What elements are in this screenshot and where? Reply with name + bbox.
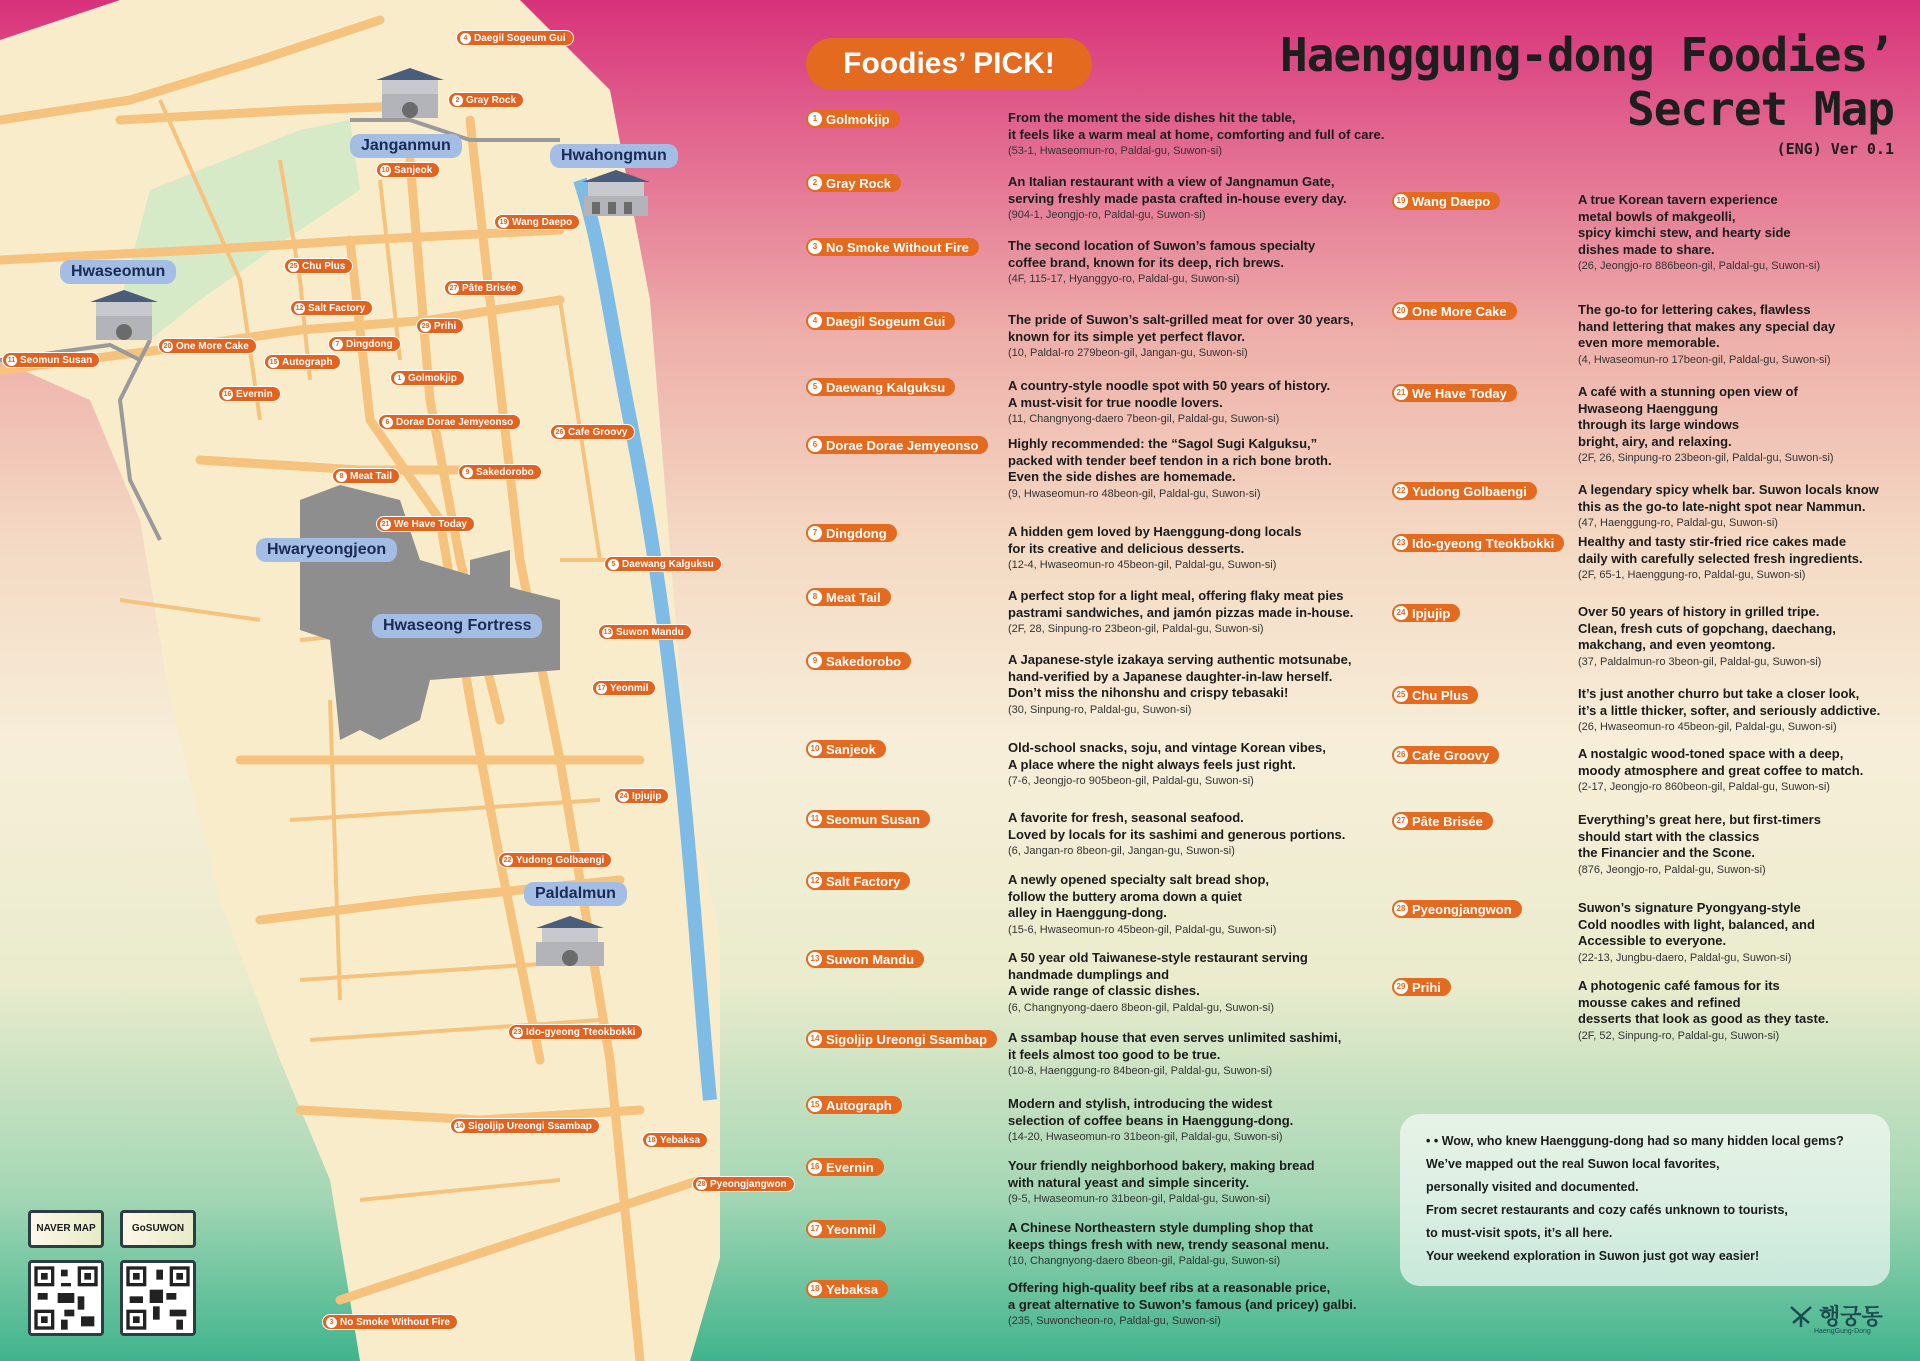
restaurant-name-pill[interactable]: [1392, 192, 1500, 210]
restaurant-address: (11, Changnyong-daero 7beon-gil, Paldal-gu, Suwon-si): [1008, 413, 1280, 425]
restaurant-desc-text: A favorite for fresh, seasonal seafood. Loved by locals for its sashimi and generous portions.: [1008, 810, 1346, 842]
map-pin[interactable]: [416, 318, 464, 334]
restaurant-name-pill[interactable]: [806, 950, 924, 968]
pin-number: 13: [603, 628, 612, 636]
pin-label: Sakedorobo: [476, 466, 534, 478]
restaurant-name-pill[interactable]: [806, 174, 901, 192]
restaurant-desc-text: Highly recommended: the “Sagol Sugi Kalguksu,” packed with tender beef tendon in a rich bone broth. Even the side dishes are homemade.: [1008, 436, 1332, 484]
restaurant-name-pill[interactable]: [806, 110, 900, 128]
restaurant-desc-text: A hidden gem loved by Haenggung-dong locals for its creative and delicious desserts.: [1008, 524, 1302, 556]
gosuwon-qr-code[interactable]: [120, 1260, 196, 1336]
version-label: (ENG) Ver 0.1: [1776, 140, 1894, 158]
map-pin[interactable]: [376, 162, 440, 178]
restaurant-address: (4F, 115-17, Hyanggyo-ro, Paldal-gu, Suwon-si): [1008, 273, 1240, 285]
hwahongmun-gate-icon: [578, 168, 654, 222]
pin-label: Seomun Susan: [20, 354, 93, 366]
restaurant-desc-text: A ssambap house that even serves unlimited sashimi, it feels almost too good to be true.: [1008, 1030, 1342, 1062]
restaurant-name: Yebaksa: [826, 1281, 879, 1297]
restaurant-address: (2F, 65-1, Haenggung-ro, Paldal-gu, Suwon-si): [1578, 569, 1806, 581]
restaurant-desc-text: An Italian restaurant with a view of Jangnamun Gate, serving freshly made pasta crafted in-house every day.: [1008, 174, 1347, 206]
pin-number: 9: [462, 467, 473, 478]
restaurant-address: (26, Jeongjo-ro 886beon-gil, Paldal-gu, Suwon-si): [1578, 260, 1821, 272]
pin-label: Yebaksa: [660, 1134, 701, 1146]
hwaseong-fortress-label: Hwaseong Fortress: [372, 614, 542, 638]
restaurant-number: 2: [808, 176, 822, 190]
restaurant-desc-text: The second location of Suwon’s famous specialty coffee brand, known for its deep, rich brews.: [1008, 238, 1316, 270]
restaurant-desc-text: Offering high-quality beef ribs at a reasonable price, a great alternative to Suwon’s famous (and pricey) galbi.: [1008, 1280, 1357, 1312]
restaurant-number: 29: [1394, 980, 1408, 994]
restaurant-description: [1008, 524, 1428, 574]
pin-number: 4: [460, 33, 471, 44]
restaurant-description: [1578, 812, 1908, 878]
restaurant-name-pill[interactable]: [1392, 482, 1537, 500]
restaurant-name-pill[interactable]: [806, 1220, 886, 1238]
restaurant-desc-text: A true Korean tavern experience metal bowls of makgeolli, spicy kimchi stew, and hearty side dishes made to share.: [1578, 192, 1791, 257]
pin-number: 20: [163, 342, 172, 350]
restaurant-name-pill[interactable]: [806, 588, 891, 606]
hwaryeongjeon-label: Hwaryeongjeon: [256, 538, 397, 562]
pin-label: Sanjeok: [394, 164, 433, 176]
logo-mark-icon: [1788, 1303, 1814, 1329]
restaurant-name: Suwon Mandu: [826, 951, 915, 967]
restaurant-address: (12-4, Hwaseomun-ro 45beon-gil, Paldal-gu, Suwon-si): [1008, 559, 1277, 571]
restaurant-number: 20: [1394, 304, 1408, 318]
restaurant-name: Meat Tail: [826, 589, 881, 605]
pin-label: No Smoke Without Fire: [340, 1316, 450, 1328]
map-pin[interactable]: [614, 788, 669, 804]
restaurant-description: [1578, 746, 1908, 796]
restaurant-description: [1008, 1096, 1428, 1146]
pin-label: Pyeongjangwon: [710, 1178, 787, 1190]
restaurant-address: (9-5, Hwaseomun-ro 31beon-gil, Paldal-gu, Suwon-si): [1008, 1193, 1271, 1205]
note-line: personally visited and documented.: [1426, 1180, 1639, 1194]
map-pin[interactable]: [498, 852, 612, 868]
restaurant-desc-text: A photogenic café famous for its mousse cakes and refined desserts that look as good as they taste.: [1578, 978, 1829, 1026]
restaurant-desc-text: From the moment the side dishes hit the table, it feels like a warm meal at home, comforting and full of care.: [1008, 110, 1385, 142]
restaurant-name: Cafe Groovy: [1412, 747, 1490, 763]
pin-label: One More Cake: [176, 340, 249, 352]
restaurant-address: (9, Hwaseomun-ro 48beon-gil, Paldal-gu, Suwon-si): [1008, 487, 1261, 500]
restaurant-description: [1578, 978, 1908, 1044]
restaurant-number: 23: [1394, 536, 1408, 550]
restaurant-name-pill[interactable]: [1392, 978, 1451, 996]
restaurant-name-pill[interactable]: [1392, 746, 1499, 764]
restaurant-desc-text: A Chinese Northeastern style dumpling shop that keeps things fresh with new, trendy seasonal menu.: [1008, 1220, 1329, 1252]
pin-number: 2: [452, 95, 463, 106]
restaurant-name-pill[interactable]: [806, 378, 955, 396]
restaurant-number: 12: [808, 874, 822, 888]
restaurant-description: [1008, 378, 1428, 428]
pin-number: 15: [269, 358, 278, 366]
pin-number: 16: [223, 390, 232, 398]
pin-number: 11: [7, 356, 16, 364]
janganmun-gate-icon: [372, 66, 448, 120]
restaurant-desc-text: Modern and stylish, introducing the widest selection of coffee beans in Haenggung-dong.: [1008, 1096, 1294, 1128]
restaurant-name-pill[interactable]: [1392, 812, 1493, 830]
map-pin[interactable]: [604, 556, 722, 572]
restaurant-description: [1008, 872, 1428, 938]
map-pin[interactable]: [450, 1118, 600, 1134]
pin-label: Dorae Dorae Jemyeonso: [396, 416, 514, 428]
restaurant-desc-text: Your friendly neighborhood bakery, making bread with natural yeast and simple sincerity.: [1008, 1158, 1315, 1190]
map-pin[interactable]: [458, 464, 542, 480]
restaurant-description: [1578, 900, 1908, 966]
restaurant-name-pill[interactable]: [806, 1158, 884, 1176]
note-line: • • Wow, who knew Haenggung-dong had so many hidden local gems?: [1426, 1134, 1844, 1148]
restaurant-number: 7: [808, 526, 822, 540]
logo-korean-text: 행궁동: [1819, 1304, 1883, 1329]
pin-number: 12: [295, 304, 304, 312]
restaurant-name: Evernin: [826, 1159, 874, 1175]
pin-label: Golmokjip: [408, 372, 457, 384]
restaurant-name: No Smoke Without Fire: [826, 239, 969, 255]
restaurant-desc-text: Suwon’s signature Pyongyang-style Cold noodles with light, balanced, and Accessible to everyone.: [1578, 900, 1815, 948]
restaurant-number: 17: [808, 1222, 822, 1236]
pin-label: Autograph: [282, 356, 333, 368]
restaurant-number: 1: [808, 112, 822, 126]
restaurant-description: [1578, 686, 1908, 736]
restaurant-name-pill[interactable]: [806, 1096, 902, 1114]
restaurant-name-pill[interactable]: [1392, 900, 1522, 918]
pin-number: 27: [449, 284, 458, 292]
restaurant-name-pill[interactable]: [806, 238, 979, 256]
restaurant-name-pill[interactable]: [1392, 384, 1517, 402]
pin-number: 5: [608, 559, 619, 570]
restaurant-number: 22: [1394, 484, 1408, 498]
restaurant-name-pill[interactable]: [806, 524, 897, 542]
restaurant-name-pill[interactable]: [1392, 686, 1478, 704]
paldalmun-label: Paldalmun: [524, 882, 627, 906]
restaurant-name: Autograph: [826, 1097, 892, 1113]
map-pin[interactable]: [328, 336, 401, 352]
restaurant-desc-text: A country-style noodle spot with 50 years of history. A must-visit for true noodle lovers.: [1008, 378, 1331, 410]
restaurant-description: [1008, 1280, 1428, 1330]
map-pin[interactable]: [444, 280, 524, 296]
restaurant-description: [1008, 238, 1428, 288]
restaurant-name: Golmokjip: [826, 111, 890, 127]
pin-label: Ido-gyeong Tteokbokki: [526, 1026, 636, 1038]
pin-label: Dingdong: [346, 338, 393, 350]
restaurant-name: Prihi: [1412, 979, 1441, 995]
gosuwon-link[interactable]: GoSUWON: [120, 1210, 196, 1248]
title-line1: Haenggung-dong Foodies’: [1280, 28, 1894, 82]
restaurant-number: 14: [808, 1032, 822, 1046]
restaurant-name-pill[interactable]: [806, 1280, 888, 1298]
restaurant-desc-text: Over 50 years of history in grilled tripe. Clean, fresh cuts of gopchang, daechang, makchang, and even yeomtong.: [1578, 604, 1836, 652]
map-pin[interactable]: [218, 386, 281, 402]
pin-number: 22: [503, 856, 512, 864]
restaurant-address: (2-17, Jeongjo-ro 860beon-gil, Paldal-gu, Suwon-si): [1578, 781, 1830, 793]
map-pin[interactable]: [390, 370, 465, 386]
map-pin[interactable]: [598, 624, 692, 640]
restaurant-number: 9: [808, 654, 822, 668]
restaurant-name-pill[interactable]: [806, 740, 886, 758]
pin-label: Yeonmil: [610, 682, 649, 694]
pin-number: 10: [381, 166, 390, 174]
restaurant-address: (10, Paldal-ro 279beon-gil, Jangan-gu, Suwon-si): [1008, 347, 1248, 359]
restaurant-address: (14-20, Hwaseomun-ro 31beon-gil, Paldal-gu, Suwon-si): [1008, 1131, 1283, 1143]
pin-number: 8: [336, 471, 347, 482]
pin-label: Ipjujip: [632, 790, 662, 802]
haenggung-dong-logo: [1788, 1300, 1883, 1335]
restaurant-description: [1578, 604, 1908, 670]
pin-label: Yudong Golbaengi: [516, 854, 605, 866]
restaurant-description: [1008, 174, 1428, 224]
restaurant-description: [1008, 1158, 1428, 1208]
restaurant-description: [1008, 652, 1428, 718]
pin-label: Chu Plus: [302, 260, 346, 272]
pin-label: Daegil Sogeum Gui: [474, 32, 566, 44]
restaurant-address: (235, Suwoncheon-ro, Paldal-gu, Suwon-si): [1008, 1315, 1221, 1327]
restaurant-address: (2F, 52, Sinpung-ro, Paldal-gu, Suwon-si): [1578, 1029, 1780, 1042]
pin-number: 19: [499, 218, 508, 226]
restaurant-name: Sanjeok: [826, 741, 876, 757]
restaurant-description: [1578, 482, 1908, 532]
restaurant-name: Sigoljip Ureongi Ssambap: [826, 1031, 988, 1047]
restaurant-number: 25: [1394, 688, 1408, 702]
restaurant-name-pill[interactable]: [806, 872, 910, 890]
map-pin[interactable]: [448, 92, 524, 108]
pin-number: 3: [326, 1317, 337, 1328]
restaurant-name: Wang Daepo: [1412, 193, 1491, 209]
restaurant-desc-text: Healthy and tasty stir-fried rice cakes made daily with carefully selected fresh ingredients.: [1578, 534, 1863, 566]
restaurant-desc-text: A perfect stop for a light meal, offering flaky meat pies pastrami sandwiches, and jamón pizzas made in-house.: [1008, 588, 1354, 620]
restaurant-desc-text: A café with a stunning open view of Hwaseong Haenggung through its large windows bright, airy, and relaxing.: [1578, 384, 1798, 449]
restaurant-address: (22-13, Jungbu-daero, Paldal-gu, Suwon-si): [1578, 951, 1792, 964]
restaurant-description: [1578, 534, 1908, 584]
map-pin[interactable]: [158, 338, 257, 354]
restaurant-number: 5: [808, 380, 822, 394]
pin-label: We Have Today: [394, 518, 467, 530]
note-line: to must-visit spots, it’s all here.: [1426, 1226, 1613, 1240]
restaurant-number: 10: [808, 742, 822, 756]
restaurant-name: One More Cake: [1412, 303, 1507, 319]
restaurant-name: Sakedorobo: [826, 653, 902, 669]
restaurant-desc-text: A newly opened specialty salt bread shop, follow the buttery aroma down a quiet alley in Haenggung-dong.: [1008, 872, 1270, 920]
note-line: We’ve mapped out the real Suwon local favorites,: [1426, 1157, 1720, 1171]
map-pin[interactable]: [264, 354, 341, 370]
restaurant-name-pill[interactable]: [806, 652, 911, 670]
restaurant-name: Pyeongjangwon: [1412, 901, 1512, 917]
restaurant-desc-text: A legendary spicy whelk bar. Suwon locals know this as the go-to late-night spot near Nammun.: [1578, 482, 1879, 514]
restaurant-address: (6, Jangan-ro 8beon-gil, Jangan-gu, Suwon-si): [1008, 845, 1235, 857]
restaurant-desc-text: It’s just another churro but take a closer look, it’s a little thicker, softer, and seriously addictive.: [1578, 686, 1881, 718]
restaurant-description: [1008, 312, 1428, 362]
note-line: Your weekend exploration in Suwon just got way easier!: [1426, 1249, 1760, 1263]
pin-label: Evernin: [236, 388, 273, 400]
restaurant-address: (10-8, Haenggung-ro 84beon-gil, Paldal-gu, Suwon-si): [1008, 1065, 1273, 1077]
restaurant-desc-text: The pride of Suwon’s salt-grilled meat for over 30 years, known for its simple yet perfect flavor.: [1008, 312, 1354, 344]
naver-map-qr-code[interactable]: [28, 1260, 104, 1336]
pin-number: 25: [289, 262, 298, 270]
restaurant-number: 27: [1394, 814, 1408, 828]
restaurant-name: Seomun Susan: [826, 811, 920, 827]
restaurant-name: Dorae Dorae Jemyeonso: [826, 437, 979, 453]
restaurant-address: (15-6, Hwaseomun-ro 45beon-gil, Paldal-gu, Suwon-si): [1008, 923, 1277, 936]
pin-label: Suwon Mandu: [616, 626, 684, 638]
pin-label: Wang Daepo: [512, 216, 573, 228]
naver-map-link[interactable]: NAVER MAP: [28, 1210, 104, 1248]
map-pin[interactable]: [642, 1132, 708, 1148]
restaurant-name: Ipjujip: [1412, 605, 1451, 621]
restaurant-number: 28: [1394, 902, 1408, 916]
restaurant-description: [1008, 1030, 1428, 1080]
pin-number: 24: [619, 792, 628, 800]
map-pin[interactable]: [508, 1024, 643, 1040]
map-pin[interactable]: [456, 30, 574, 46]
restaurant-desc-text: Everything’s great here, but first-timers should start with the classics the Financier and the Scone.: [1578, 812, 1821, 860]
restaurant-name: Salt Factory: [826, 873, 901, 889]
pin-number: 23: [513, 1028, 522, 1036]
restaurant-name-pill[interactable]: [806, 312, 955, 330]
pin-label: Prihi: [434, 320, 457, 332]
restaurant-address: (10, Changnyong-daero 8beon-gil, Paldal-gu, Suwon-si): [1008, 1255, 1281, 1267]
pin-number: 17: [597, 684, 606, 692]
restaurant-address: (4, Hwaseomun-ro 17beon-gil, Paldal-gu, Suwon-si): [1578, 353, 1831, 366]
restaurant-name: Pâte Brisée: [1412, 813, 1483, 829]
restaurant-number: 11: [808, 812, 822, 826]
map-pin[interactable]: [378, 414, 521, 430]
restaurant-name: Gray Rock: [826, 175, 892, 191]
restaurant-name: We Have Today: [1412, 385, 1507, 401]
restaurant-name-pill[interactable]: [806, 436, 988, 454]
restaurant-number: 24: [1394, 606, 1408, 620]
restaurant-number: 15: [808, 1098, 822, 1112]
restaurant-number: 16: [808, 1160, 822, 1174]
restaurant-name-pill[interactable]: [806, 810, 930, 828]
restaurant-number: 19: [1394, 194, 1408, 208]
restaurant-name-pill[interactable]: [1392, 534, 1564, 552]
restaurant-description: [1008, 436, 1428, 502]
pin-label: Sigoljip Ureongi Ssambap: [468, 1120, 592, 1132]
restaurant-address: (30, Sinpung-ro, Paldal-gu, Suwon-si): [1008, 703, 1192, 716]
restaurant-desc-text: The go-to for lettering cakes, flawless hand lettering that makes any special day even more memorable.: [1578, 302, 1836, 350]
restaurant-description: [1008, 810, 1428, 860]
paldalmun-gate-icon: [532, 914, 608, 968]
restaurant-description: [1008, 740, 1428, 790]
pin-number: 26: [555, 428, 564, 436]
pin-label: Daewang Kalguksu: [622, 558, 714, 570]
restaurant-desc-text: A Japanese-style izakaya serving authentic motsunabe, hand-verified by a Japanese daughter-in-law herself. Don’t miss the nihonshu and crispy tebasaki!: [1008, 652, 1352, 700]
pin-label: Gray Rock: [466, 94, 517, 106]
pin-number: 7: [332, 339, 343, 350]
restaurant-name: Yeonmil: [826, 1221, 876, 1237]
restaurant-number: 21: [1394, 386, 1408, 400]
restaurant-number: 8: [808, 590, 822, 604]
janganmun-label: Janganmun: [350, 134, 462, 158]
hwahongmun-label: Hwahongmun: [550, 144, 678, 168]
map-pin[interactable]: [550, 424, 635, 440]
restaurant-number: 26: [1394, 748, 1408, 762]
restaurant-address: (53-1, Hwaseomun-ro, Paldal-gu, Suwon-si): [1008, 145, 1222, 157]
restaurant-address: (2F, 26, Sinpung-ro 23beon-gil, Paldal-gu, Suwon-si): [1578, 452, 1834, 464]
pin-number: 14: [455, 1122, 464, 1130]
restaurant-name: Daewang Kalguksu: [826, 379, 946, 395]
title-line2: Secret Map: [1627, 82, 1894, 136]
restaurant-desc-text: Old-school snacks, soju, and vintage Korean vibes, A place where the night always feels just right.: [1008, 740, 1326, 772]
restaurant-name-pill[interactable]: [806, 1030, 997, 1048]
hwaseomun-gate-icon: [86, 288, 162, 342]
restaurant-name: Chu Plus: [1412, 687, 1469, 703]
pin-label: Meat Tail: [350, 470, 393, 482]
map-pin[interactable]: [592, 680, 656, 696]
restaurant-name-pill[interactable]: [1392, 604, 1460, 622]
pin-number: 1: [394, 373, 405, 384]
restaurant-description: [1578, 192, 1908, 275]
pin-number: 28: [697, 1180, 706, 1188]
map-pin[interactable]: [284, 258, 353, 274]
restaurant-address: (26, Hwaseomun-ro 45beon-gil, Paldal-gu, Suwon-si): [1578, 721, 1837, 733]
restaurant-number: 3: [808, 240, 822, 254]
restaurant-description: [1008, 110, 1428, 160]
map-pin[interactable]: [692, 1176, 795, 1192]
restaurant-number: 4: [808, 314, 822, 328]
map-pin[interactable]: [322, 1314, 458, 1330]
pin-label: Salt Factory: [308, 302, 366, 314]
restaurant-name: Ido-gyeong Tteokbokki: [1412, 535, 1555, 551]
restaurant-address: (904-1, Jeongjo-ro, Paldal-gu, Suwon-si): [1008, 209, 1206, 221]
pin-label: Pâte Brisée: [462, 282, 517, 294]
pin-number: 21: [381, 520, 390, 528]
restaurant-description: [1578, 384, 1908, 467]
intro-note: [1400, 1114, 1890, 1286]
restaurant-description: [1008, 1220, 1428, 1270]
map-pin[interactable]: [2, 352, 100, 368]
restaurant-number: 6: [808, 438, 822, 452]
map-area[interactable]: [0, 0, 787, 1361]
logo-english-text: HaengGung-Dong: [1814, 1328, 1871, 1335]
restaurant-address: (47, Haenggung-ro, Paldal-gu, Suwon-si): [1578, 517, 1778, 529]
map-pin[interactable]: [332, 468, 400, 484]
pin-number: 18: [647, 1136, 656, 1144]
restaurant-description: [1008, 950, 1428, 1016]
restaurant-number: 13: [808, 952, 822, 966]
pin-number: 6: [382, 417, 393, 428]
map-pin[interactable]: [290, 300, 373, 316]
pin-label: Cafe Groovy: [568, 426, 628, 438]
restaurant-description: [1008, 588, 1428, 638]
restaurant-address: (6, Changnyong-daero 8beon-gil, Paldal-gu, Suwon-si): [1008, 1001, 1274, 1014]
pin-number: 29: [421, 322, 430, 330]
restaurant-number: 18: [808, 1282, 822, 1296]
restaurant-address: (876, Jeongjo-ro, Paldal-gu, Suwon-si): [1578, 863, 1766, 876]
restaurant-name-pill[interactable]: [1392, 302, 1517, 320]
restaurant-desc-text: A 50 year old Taiwanese-style restaurant serving handmade dumplings and A wide range of classic dishes.: [1008, 950, 1308, 998]
restaurant-address: (37, Paldalmun-ro 3beon-gil, Paldal-gu, Suwon-si): [1578, 655, 1822, 668]
restaurant-desc-text: A nostalgic wood-toned space with a deep, moody atmosphere and great coffee to match.: [1578, 746, 1864, 778]
map-pin[interactable]: [376, 516, 475, 532]
foodies-pick-badge: Foodies’ PICK!: [806, 38, 1092, 90]
restaurant-name: Dingdong: [826, 525, 887, 541]
restaurant-name: Yudong Golbaengi: [1412, 483, 1527, 499]
restaurant-address: (2F, 28, Sinpung-ro 23beon-gil, Paldal-gu, Suwon-si): [1008, 623, 1264, 635]
note-line: From secret restaurants and cozy cafés unknown to tourists,: [1426, 1203, 1788, 1217]
restaurant-name: Daegil Sogeum Gui: [826, 313, 946, 329]
restaurant-address: (7-6, Jeongjo-ro 905beon-gil, Paldal-gu, Suwon-si): [1008, 775, 1254, 787]
map-pin[interactable]: [494, 214, 580, 230]
restaurant-description: [1578, 302, 1908, 368]
hwaseomun-label: Hwaseomun: [60, 260, 176, 284]
